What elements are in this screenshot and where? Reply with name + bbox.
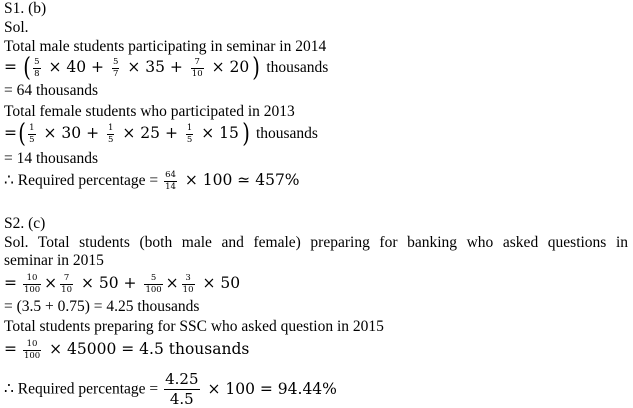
solution-page <box>4 0 629 408</box>
close-paren: ) <box>242 119 250 149</box>
fraction: $\frac{4.25}{4.5}$ <box>165 370 199 408</box>
fraction: $\frac{7}{10}$ <box>61 273 72 295</box>
s1-female-result: = 14 thousands <box>4 150 98 167</box>
s1-male-expression <box>4 53 329 83</box>
equals-sign: = <box>4 58 17 76</box>
s1-male-result: = 64 thousands <box>4 82 98 99</box>
percentage-tail: × 100 = 94.44% <box>207 379 337 398</box>
term-operator: × <box>44 274 58 292</box>
percentage-tail: × 100 ≃ 457% <box>184 171 300 189</box>
fraction: $\frac{7}{10}$ <box>191 57 203 79</box>
unit-label: thousands <box>255 125 318 142</box>
fraction: $\frac{5}{100}$ <box>145 273 162 295</box>
term-operator: × 50 + <box>80 274 137 292</box>
percentage-label: ∴ Required percentage = <box>4 172 159 189</box>
equals-sign: = <box>4 274 17 292</box>
term-operator: × 25 + <box>122 124 178 142</box>
percentage-label: ∴ Required percentage = <box>4 380 159 398</box>
open-paren: ( <box>18 119 26 149</box>
ssc-tail: × 45000 = 4.5 thousands <box>49 340 250 358</box>
fraction: $\frac{5}{7}$ <box>112 57 119 79</box>
s1-sol-label: Sol. <box>4 19 29 36</box>
fraction: $\frac{3}{10}$ <box>182 273 194 295</box>
open-paren: ( <box>23 53 31 83</box>
unit-label: thousands <box>266 59 329 76</box>
s2-ssc-expression <box>4 340 251 360</box>
s2-sol-line-1: Sol. Total students (both male and female) preparing for banking who asked questions in <box>4 234 628 251</box>
s2-sol-line-2: seminar in 2015 <box>4 252 104 269</box>
term-operator: × <box>165 274 179 292</box>
equals-sign: = <box>4 340 17 358</box>
s2-banking-result: = (3.5 + 0.75) = 4.25 thousands <box>4 298 200 315</box>
term-operator: × 15 <box>201 124 239 142</box>
s2-required-percentage <box>4 372 339 407</box>
term-operator: × 35 + <box>127 58 183 76</box>
term-operator: × 30 + <box>43 124 100 142</box>
fraction: $\frac{10}{100}$ <box>23 273 41 295</box>
fraction: $\frac{64}{14}$ <box>165 170 176 192</box>
fraction: $\frac{1}{5}$ <box>108 123 114 145</box>
s2-ssc-title: Total students preparing for SSC who asked question in 2015 <box>4 318 384 335</box>
fraction: $\frac{1}{5}$ <box>29 123 35 145</box>
s1-female-expression <box>4 119 318 149</box>
fraction: $\frac{1}{5}$ <box>186 123 193 145</box>
s2-banking-expression <box>4 274 242 294</box>
s2-heading: S2. (c) <box>4 215 46 232</box>
term-operator: × 20 <box>211 58 250 76</box>
term-operator: × 50 <box>202 274 241 292</box>
close-paren: ) <box>252 53 261 83</box>
term-operator: × 40 + <box>48 58 105 76</box>
equals-sign: = <box>4 124 17 142</box>
s1-heading: S1. (b) <box>4 0 47 17</box>
s1-female-title: Total female students who participated in 2013 <box>4 103 295 120</box>
fraction: $\frac{5}{8}$ <box>34 57 40 79</box>
fraction: $\frac{10}{100}$ <box>23 339 41 361</box>
s1-required-percentage <box>4 171 302 191</box>
s1-male-title: Total male students participating in seminar in 2014 <box>4 38 327 55</box>
